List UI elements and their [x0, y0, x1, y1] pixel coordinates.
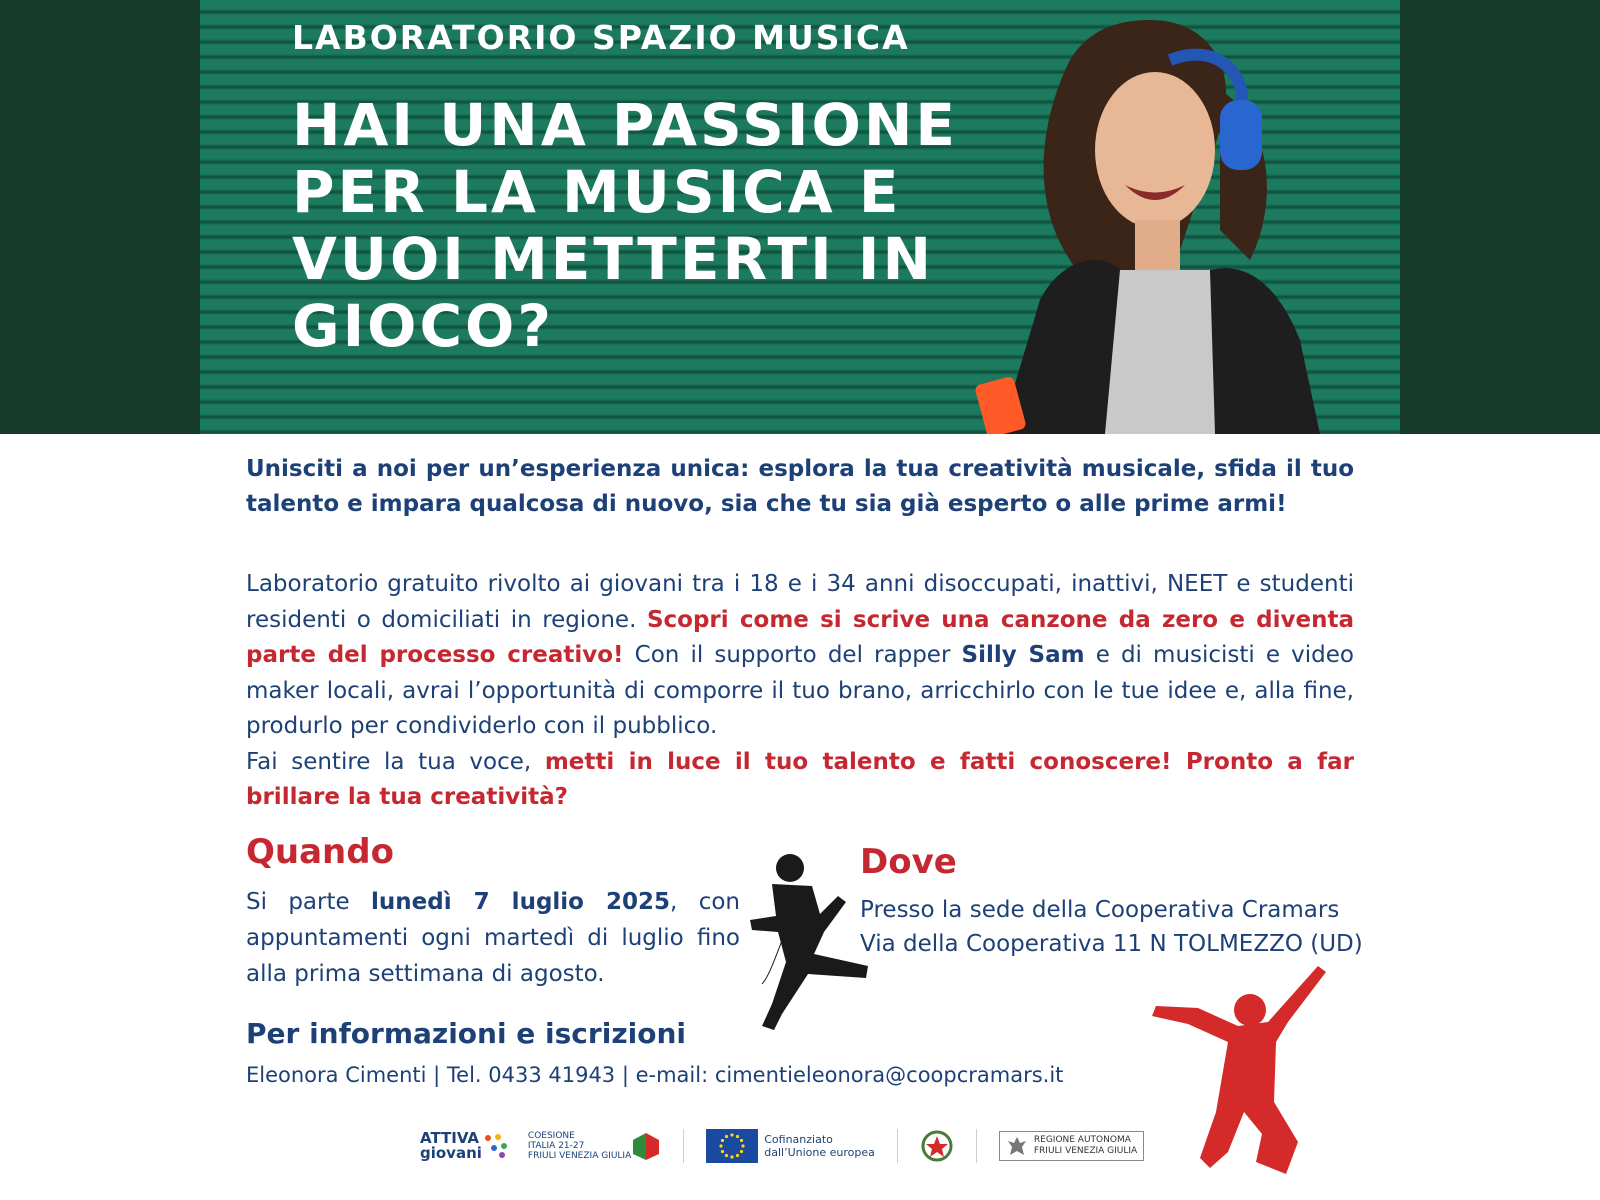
- eu-label: Cofinanziato: [764, 1133, 833, 1146]
- attiva-giovani-logo: [420, 1131, 510, 1161]
- hero-title-line: PER LA MUSICA E: [292, 158, 902, 226]
- description-text: Laboratorio gratuito rivolto ai giovani tra i 18 e i 34 anni disoccupati, inattivi, NEET e studenti residenti o domiciliati in regione.: [246, 571, 1354, 633]
- frame-right: [1400, 0, 1600, 434]
- quando-text-start: Si parte: [246, 889, 372, 915]
- divider: [976, 1129, 977, 1163]
- quando-text-end: , con appuntamenti ogni martedì di luglio fino alla prima settimana di agosto.: [246, 889, 740, 987]
- address-line: Via della Cooperativa 11 N TOLMEZZO (UD): [860, 931, 1363, 957]
- address-line: Presso la sede della Cooperativa Cramars: [860, 897, 1340, 923]
- intro-text: Unisciti a noi per un’esperienza unica: esplora la tua creatività musicale, sfida il tuo talento e impara qualcosa di nuovo, sia che tu sia già esperto o alle prime armi!: [246, 456, 1354, 517]
- highlight-text: metti in luce il tuo talento e fatti conoscere! Pronto a far brillare la tua creatività?: [246, 748, 1354, 810]
- highlight-text: Scopri come si scrive una canzone da zero e diventa parte del processo creativo!: [246, 606, 1354, 668]
- frame-left: [0, 0, 200, 434]
- woman-with-headphones-photo: [920, 0, 1340, 434]
- start-date: lunedì 7 luglio 2025: [371, 889, 671, 915]
- colorful-dots-icon: [482, 1132, 510, 1160]
- coesione-label: COESIONE: [527, 1131, 575, 1141]
- description: [246, 567, 1354, 816]
- rapper-name: Silly Sam: [961, 642, 1085, 668]
- hero-title: [292, 92, 992, 360]
- quando-heading: Quando: [246, 832, 394, 872]
- eu-flag-icon: [706, 1129, 758, 1163]
- coesione-italia-logo: [528, 1131, 661, 1161]
- attiva-label: ATTIVA: [420, 1129, 480, 1147]
- hero-banner: [200, 0, 1400, 434]
- description-text: Con il supporto del rapper: [623, 642, 962, 668]
- quando-text: [246, 884, 740, 992]
- contact-line: Eleonora Cimenti | Tel. 0433 41943 | e-mail: cimentieleonora@coopcramars.it: [246, 1063, 1064, 1087]
- italy-cube-icon: [631, 1131, 661, 1161]
- giovani-label: giovani: [420, 1144, 482, 1162]
- divider: [683, 1129, 684, 1163]
- description-text: e di musicisti e video maker locali, avrai l’opportunità di comporre il tuo brano, arricchirlo con le tue idee e, alla fine, produrlo per condividerlo con il pubblico.: [246, 642, 1354, 739]
- italian-emblem-icon: [920, 1129, 954, 1163]
- info-heading: Per informazioni e iscrizioni: [246, 1017, 686, 1050]
- hero-kicker: LABORATORIO SPAZIO MUSICA: [292, 18, 910, 57]
- hero-title-line: VUOI METTERTI IN: [292, 225, 934, 293]
- eagle-icon: [1006, 1135, 1028, 1157]
- hero-title-line: HAI UNA PASSIONE: [292, 91, 958, 159]
- description-text: Fai sentire la tua voce,: [246, 748, 545, 775]
- eu-logo: [706, 1129, 875, 1163]
- region-label-2: FRIULI VENEZIA GIULIA: [1033, 1146, 1138, 1156]
- sponsor-logos: [420, 1120, 1190, 1172]
- dove-text: [860, 893, 1363, 961]
- eu-label-2: dall’Unione europea: [764, 1146, 875, 1159]
- eu-stars-icon: [717, 1131, 747, 1161]
- region-label: REGIONE AUTONOMA: [1033, 1135, 1131, 1145]
- dove-heading: Dove: [860, 842, 957, 882]
- hero-title-line: GIOCO?: [292, 292, 555, 360]
- regione-fvg-logo: [999, 1131, 1144, 1161]
- coesione-period: ITALIA 21-27: [527, 1141, 585, 1151]
- coesione-region: FRIULI VENEZIA GIULIA: [527, 1151, 632, 1161]
- divider: [897, 1129, 898, 1163]
